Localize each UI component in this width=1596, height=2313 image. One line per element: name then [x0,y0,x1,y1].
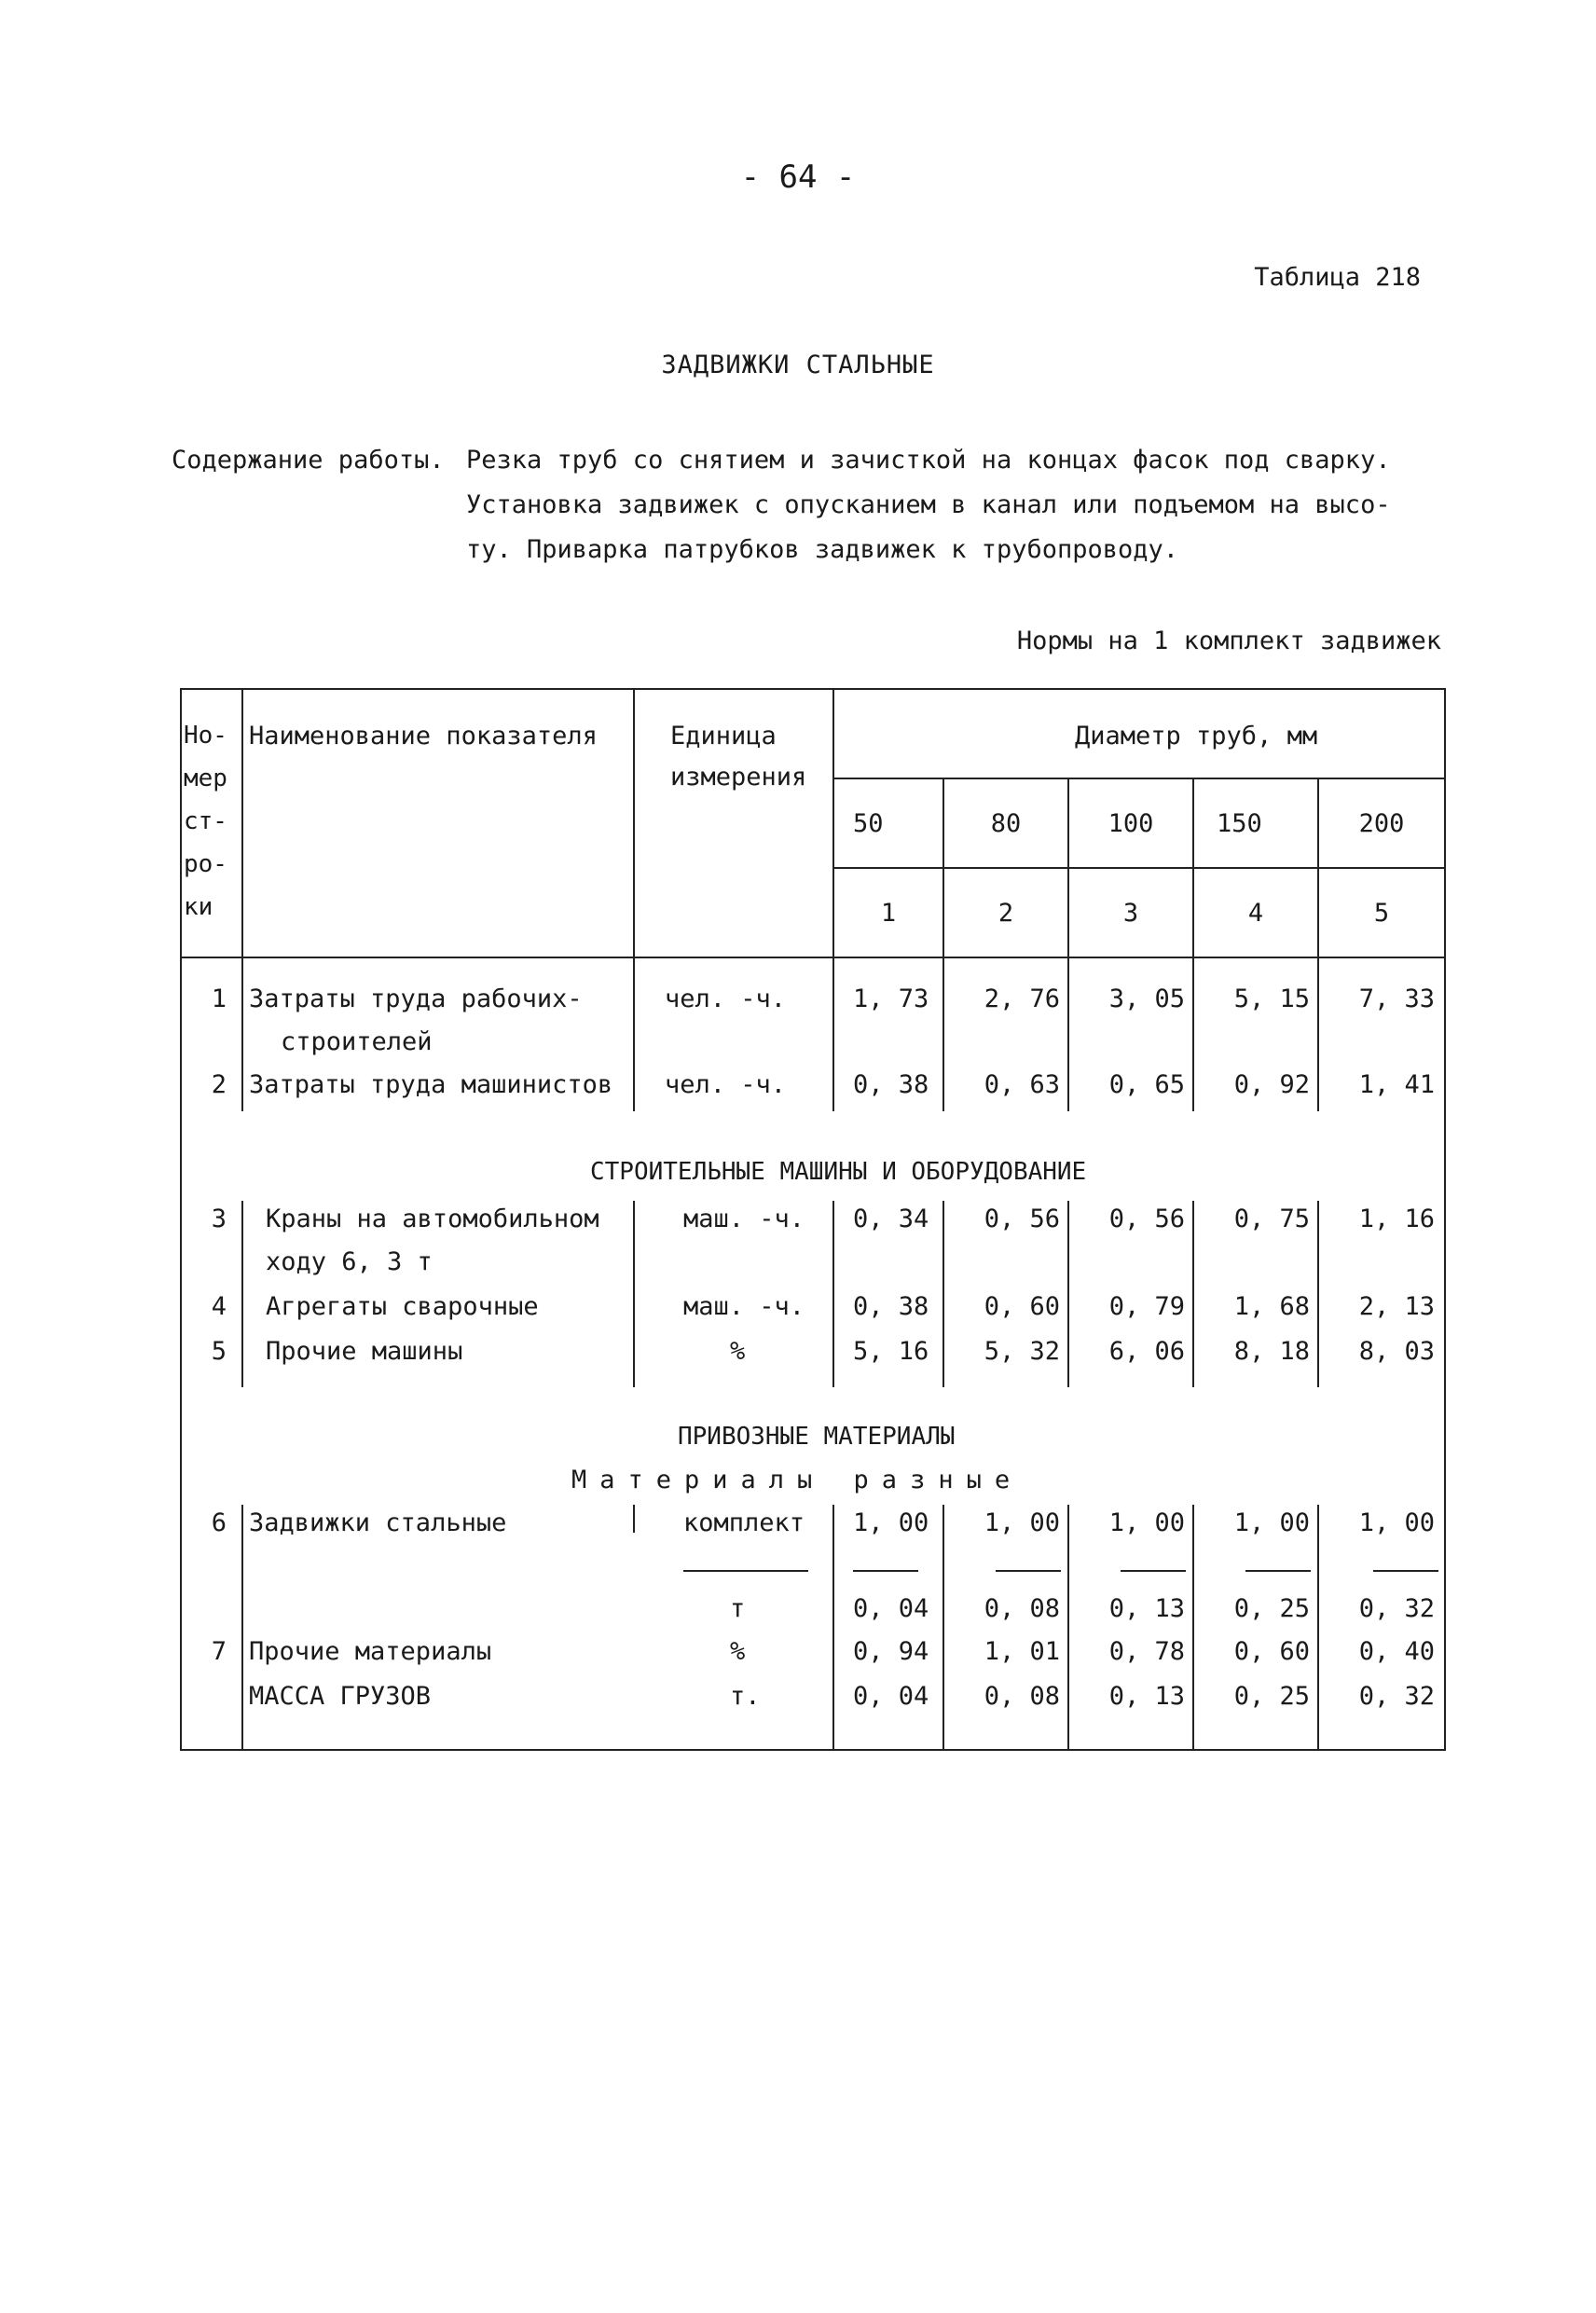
row-name: Задвижки стальные [249,1508,507,1537]
row-value: 8, 18 [1233,1337,1310,1366]
row-value: 0, 79 [1108,1292,1185,1321]
header-bottom-line [180,957,1446,958]
header-diameter-value: 50 [853,809,884,838]
header-divider [1317,778,1319,958]
header-divider [633,688,635,958]
column-line [1317,1505,1319,1751]
column-line [832,1201,834,1387]
header-divider [942,778,944,958]
row-unit: % [730,1637,746,1666]
header-diameter-value: 80 [990,809,1022,838]
row-value: 0, 13 [1108,1594,1185,1623]
row-value: 3, 05 [1108,984,1185,1013]
row-value: 2, 13 [1358,1292,1435,1321]
column-line [832,958,834,1111]
value-underline [996,1570,1061,1572]
page-number: - 64 - [740,158,856,196]
row-number: 3 [211,1205,227,1233]
row-value: 0, 40 [1358,1637,1435,1666]
row-value: 0, 56 [984,1205,1060,1233]
row-unit: комплект [683,1508,805,1537]
row-value: 0, 34 [853,1205,929,1233]
row-unit: % [730,1337,746,1366]
row-number: 7 [211,1637,227,1666]
header-divider [1192,778,1194,958]
header-diameter-value: 150 [1217,809,1262,838]
header-diameter-value: 100 [1108,809,1154,838]
header-divider [832,867,1446,869]
column-line [633,1201,635,1387]
row-name: ходу 6, 3 т [266,1247,433,1276]
document-title: ЗАДВИЖКИ СТАЛЬНЫЕ [661,351,935,379]
row-value: 0, 04 [853,1682,929,1711]
column-line [1067,1505,1069,1751]
row-value: 1, 00 [1358,1508,1435,1537]
row-value: 5, 16 [853,1337,929,1366]
row-value: 1, 16 [1358,1205,1435,1233]
row-value: 0, 92 [1233,1070,1310,1099]
header-indicator: Наименование показателя [249,722,598,750]
norms-table [180,688,1446,1751]
row-name: Затраты труда рабочих- [249,984,583,1013]
row-value: 0, 32 [1358,1594,1435,1623]
column-line [241,958,243,1111]
row-value: 1, 00 [1108,1508,1185,1537]
column-line [832,1505,834,1751]
row-name: МАССА ГРУЗОВ [249,1682,432,1711]
header-column-number: 4 [1247,899,1264,928]
row-value: 0, 32 [1358,1682,1435,1711]
header-row-num: ро- [184,850,227,878]
column-line [633,958,635,1111]
row-unit: маш. -ч. [683,1205,805,1233]
row-name: строителей [281,1027,433,1056]
row-value: 0, 63 [984,1070,1060,1099]
row-value: 0, 56 [1108,1205,1185,1233]
row-number: 5 [211,1337,227,1366]
row-unit: т [730,1594,746,1623]
row-value: 0, 60 [984,1292,1060,1321]
value-underline [1373,1570,1438,1572]
header-row-num: ки [184,893,213,921]
row-name: Затраты труда машинистов [249,1070,613,1099]
value-underline [853,1570,918,1572]
work-content-label: Содержание работы. [172,446,445,475]
row-number: 6 [211,1508,227,1537]
materials-subsection-heading: Материалы разные [571,1466,1024,1494]
column-line [942,1505,944,1751]
row-value: 6, 06 [1108,1337,1185,1366]
row-value: 0, 38 [853,1070,929,1099]
row-unit: маш. -ч. [683,1292,805,1321]
row-value: 7, 33 [1358,984,1435,1013]
table-border-top [180,688,1446,690]
row-number: 2 [211,1070,227,1099]
header-row-num: Но- [184,722,227,750]
row-number: 1 [211,984,227,1013]
row-value: 1, 68 [1233,1292,1310,1321]
row-unit: чел. -ч. [665,1070,787,1099]
row-value: 1, 00 [853,1508,929,1537]
row-value: 1, 00 [1233,1508,1310,1537]
row-value: 1, 01 [984,1637,1060,1666]
row-value: 1, 73 [853,984,929,1013]
row-unit: т. [730,1682,761,1711]
header-unit: Единица [670,722,777,750]
row-value: 2, 76 [984,984,1060,1013]
value-underline [1245,1570,1311,1572]
header-unit: измерения [670,763,807,792]
materials-section-heading: ПРИВОЗНЫЕ МАТЕРИАЛЫ [678,1423,956,1451]
machines-section-heading: СТРОИТЕЛЬНЫЕ МАШИНЫ И ОБОРУДОВАНИЕ [590,1158,1087,1186]
row-value: 0, 25 [1233,1682,1310,1711]
row-name: Агрегаты сварочные [266,1292,539,1321]
header-divider [1067,778,1069,958]
header-column-number: 2 [998,899,1014,928]
row-value: 0, 13 [1108,1682,1185,1711]
header-divider [241,688,243,958]
row-value: 0, 38 [853,1292,929,1321]
row-value: 0, 04 [853,1594,929,1623]
table-label: Таблица 218 [1254,263,1421,292]
header-diameter-value: 200 [1358,809,1405,838]
row-value: 5, 32 [984,1337,1060,1366]
table-border-bottom [180,1749,1446,1751]
row-value: 8, 03 [1358,1337,1435,1366]
row-value: 0, 94 [853,1637,929,1666]
row-value: 0, 25 [1233,1594,1310,1623]
column-line [241,1505,243,1751]
row-number: 4 [211,1292,227,1321]
work-content-line: Установка задвижек с опусканием в канал или подъемом на высо- [466,490,1391,519]
value-underline [1121,1570,1186,1572]
row-value: 0, 60 [1233,1637,1310,1666]
row-value: 1, 00 [984,1508,1060,1537]
column-line [1192,1505,1194,1751]
row-value: 0, 78 [1108,1637,1185,1666]
column-line [241,1201,243,1387]
work-content-line: ту. Приварка патрубков задвижек к трубопроводу. [466,535,1179,564]
header-row-num: ст- [184,807,227,835]
row-name: Краны на автомобильном [266,1205,599,1233]
norms-caption: Нормы на 1 комплект задвижек [1016,626,1441,655]
header-divider [832,778,1446,779]
header-column-number: 5 [1373,899,1390,928]
row-value: 0, 65 [1108,1070,1185,1099]
header-row-num: мер [184,764,227,792]
header-diameter: Диаметр труб, мм [1075,722,1318,750]
row-name: Прочие машины [266,1337,463,1366]
row-value: 0, 75 [1233,1205,1310,1233]
value-underline [683,1570,808,1572]
work-content-line: Резка труб со снятием и зачисткой на концах фасок под сварку. [466,446,1391,475]
row-value: 5, 15 [1233,984,1310,1013]
row-name: Прочие материалы [249,1637,492,1666]
row-value: 0, 08 [984,1682,1060,1711]
row-value: 1, 41 [1358,1070,1435,1099]
column-line [633,1505,635,1533]
header-column-number: 1 [880,899,897,928]
table-border-right [1444,688,1446,1751]
row-value: 0, 08 [984,1594,1060,1623]
header-column-number: 3 [1122,899,1139,928]
row-unit: чел. -ч. [665,984,787,1013]
